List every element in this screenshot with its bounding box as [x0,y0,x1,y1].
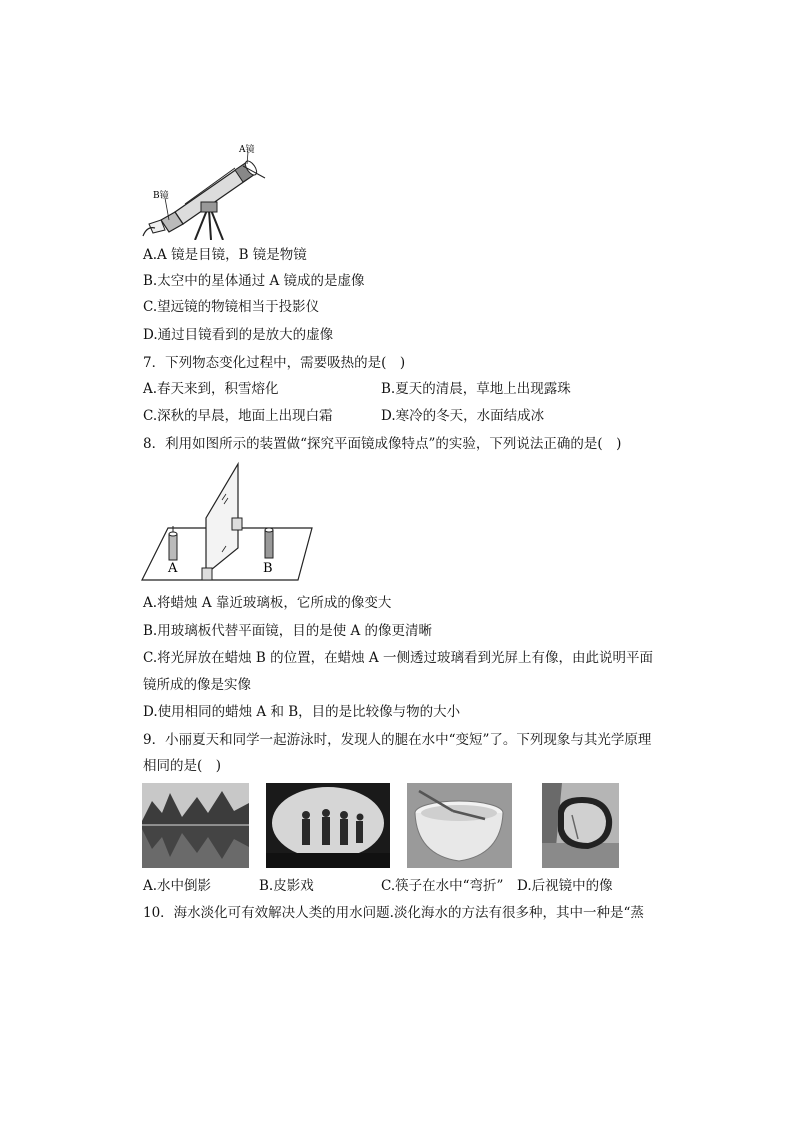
label-a-lens: A镜 [239,145,255,155]
q7-option-b: B.夏天的清晨，草地上出现露珠 [381,381,571,397]
q6-option-a: A.A 镜是目镜，B 镜是物镜 [143,247,307,263]
photo-chopstick-bowl [407,783,512,868]
q8-option-a: A.将蜡烛 A 靠近玻璃板，它所成的像变大 [143,595,392,611]
q9-caption-a: A.水中倒影 [143,878,212,894]
telescope-figure [135,140,275,240]
label-candle-b: B [263,561,273,576]
q9-stem-line1: 9．小丽夏天和同学一起游泳时，发现人的腿在水中“变短”了。下列现象与其光学原理 [143,732,652,748]
plane-mirror-figure [140,460,320,585]
q10-stem: 10．海水淡化可有效解决人类的用水问题.淡化海水的方法有很多种，其中一种是“蒸 [143,905,644,921]
q6-option-b: B.太空中的星体通过 A 镜成的是虚像 [143,273,365,289]
q7-stem: 7．下列物态变化过程中，需要吸热的是( ) [143,355,406,371]
q7-option-a: A.春天来到，积雪熔化 [143,381,279,397]
label-b-lens: B镜 [153,191,169,201]
q9-caption-d: D.后视镜中的像 [517,878,613,894]
photo-water-reflection [142,783,249,868]
q6-option-d: D.通过目镜看到的是放大的虚像 [143,327,334,343]
photo-rearview-mirror [542,783,619,868]
q9-caption-b: B.皮影戏 [259,878,314,894]
q8-stem: 8．利用如图所示的装置做“探究平面镜成像特点”的实验，下列说法正确的是( ) [143,436,622,452]
q9-caption-c: C.筷子在水中“弯折” [381,878,504,894]
photo-shadow-puppet [266,783,390,868]
q8-option-d: D.使用相同的蜡烛 A 和 B，目的是比较像与物的大小 [143,704,461,720]
q7-option-d: D.寒冷的冬天，水面结成冰 [381,408,545,424]
q8-option-c-cont: 镜所成的像是实像 [143,677,251,693]
q9-stem-line2: 相同的是( ) [143,758,222,774]
q6-option-c: C.望远镜的物镜相当于投影仪 [143,299,320,315]
q8-option-b: B.用玻璃板代替平面镜，目的是使 A 的像更清晰 [143,623,433,639]
label-candle-a: A [168,561,178,576]
q7-option-c: C.深秋的早晨，地面上出现白霜 [143,408,333,424]
q8-option-c: C.将光屏放在蜡烛 B 的位置，在蜡烛 A 一侧透过玻璃看到光屏上有像，由此说明平面 [143,650,653,666]
